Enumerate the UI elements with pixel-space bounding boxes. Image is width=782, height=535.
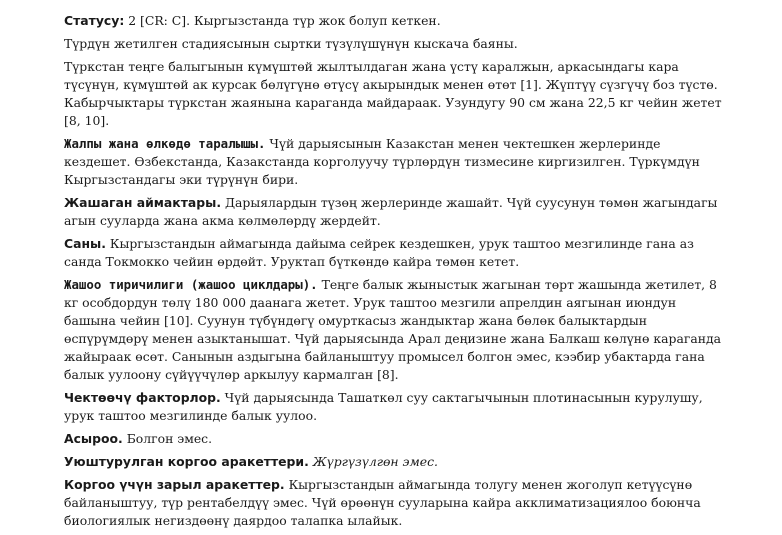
factors-label: Чектөөчү факторлор. [64,390,221,405]
breeding-paragraph [64,430,724,448]
habitat-label: Жашаган аймактары. [64,195,222,210]
abundance-paragraph [64,235,724,271]
status-text: 2 [CR: C]. Кыргызстанда түр жок болуп кеткен. [124,13,441,28]
distribution-text: Чүй дарыясынын Казакстан менен чектешкен жерлеринде кездешет. Өзбекстанда, Казакстанда корголуучу түрлөрдүн тизмесине киргизилген. Түркүмдүн Кыргызстандагы эки түрүнүн бири. [64,136,700,187]
measures-taken-label: Уюштурулган коргоо аракеттери. [64,454,309,469]
abundance-text: Кыргызстандын аймагында дайыма сейрек кездешкен, урук таштоо мезгилинде гана аз санда Токмокко чейин өрдөйт. Уруктап бүткөндө кайра төмөн кетет. [64,236,694,269]
measures-needed-paragraph [64,476,724,530]
habitat-paragraph [64,194,724,230]
life-cycle-text: Теңге балык жыныстык жагынан төрт жашында жетилет, 8 кг особдордун төлү 180 000 даанага жетет. Урук таштоо мезгили апрелдин аягынан июндун башына чейин [10]. Суунун түбүндөгү омурткасыз жандыктар жана бөлөк балыктардын өспүрүмдөрү менен азыктанышат. Чүй дарыясында Арал деңизине жана Балкаш көлүнө караганда жайыраак өсөт. Санынын аздыгына байланыштуу промысел болгон эмес, кээбир убактарда гана балык уулоону сүйүүчүлөр аркылуу кармалган [8]. [64,277,721,382]
factors-text: Чүй дарыясында Ташаткөл суу сактагычынын плотинасынын курулушу, урук таштоо мезгилинде балык уулоо. [64,390,703,423]
status-label: Статусу: [64,13,125,28]
abundance-label: Саны. [64,236,106,251]
document-page [64,12,724,535]
measures-taken-paragraph [64,453,724,471]
life-cycle-paragraph [64,276,724,384]
distribution-paragraph [64,135,724,189]
factors-paragraph [64,389,724,425]
breeding-text: Болгон эмес. [122,431,213,446]
summary-paragraph: Түрдүн жетилген стадиясынын сыртки түзүлүшүнүн кыскача баяны. [64,36,518,51]
breeding-label: Асыроо. [64,431,123,446]
measures-taken-text: Жүргүзүлгөн эмес. [308,454,438,469]
description-paragraph: Түркстан теңге балыгынын күмүштөй жылтылдаган жана үстү каралжын, аркасындагы кара түсүнүн, күмүштөй ак курсак бөлүгүнө өтүсү акырындык менен өтөт [1]. Жүптүү сүзгүчү боз түстө. Кабырчыктары түркстан жаянына караганда майдараак. Узундугу 90 см жана 22,5 кг чейин жетет [8, 10]. [64,59,722,128]
life-cycle-label: Жашоо тиричилиги (жашоо циклдары). [64,277,318,292]
measures-needed-label: Коргоо үчүн зарыл аракеттер. [64,477,285,492]
measures-needed-text: Кыргызстандын аймагында толугу менен жоголуп кетүүсүнө байланыштуу, түр рентабелдүү эмес. Чүй өрөөнүн сууларына кайра акклиматизациялоо боюнча биологиялык негиздөөнү даярдоо талапка ылайык. [64,477,701,528]
habitat-text: Дарыялардын түзөң жерлеринде жашайт. Чүй суусунун төмөн жагындагы агын сууларда жана акма көлмөлөрдү жердейт. [64,195,718,228]
distribution-label: Жалпы жана өлкөдө таралышы. [64,136,266,151]
status-paragraph [64,12,724,30]
